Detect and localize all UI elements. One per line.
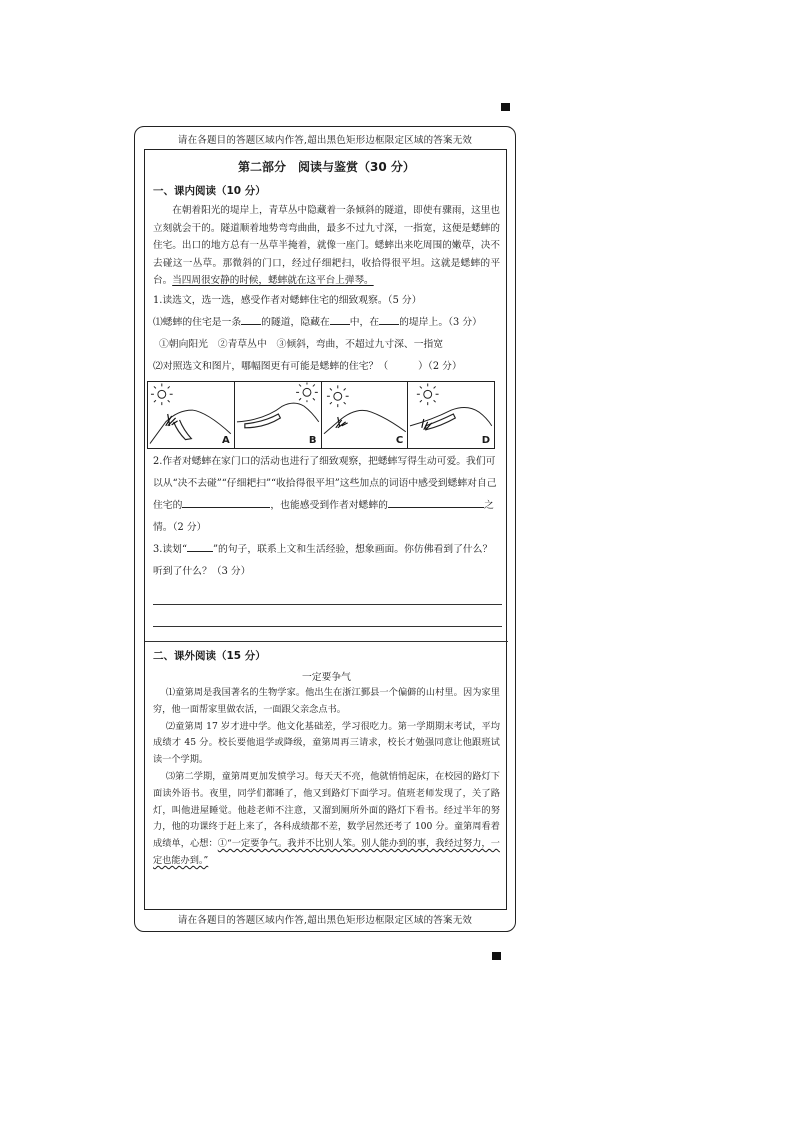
passage-text-b: 这一丛草。那微斜的门口，经过	[172, 257, 312, 269]
picture-strip	[147, 381, 495, 449]
dotted-word-3: 收拾得很平坦	[361, 257, 421, 269]
burrow-drawing-a	[148, 382, 234, 448]
section1-title: 一、课内阅读（10 分）	[153, 185, 266, 197]
question-1: 1.读选文，选一选，感受作者对蟋蟀住宅的细致观察。（5 分）	[153, 294, 422, 306]
picture-b[interactable]	[235, 382, 322, 448]
q1-2-text-b: ）（2 分）	[418, 360, 462, 372]
picture-d[interactable]	[408, 382, 494, 448]
blank-2[interactable]	[330, 313, 350, 325]
section2-title: 二、课外阅读（15 分）	[153, 649, 266, 662]
answer-line-1[interactable]	[153, 583, 502, 605]
q1-1-text-a: ⑴蟋蟀的住宅是一条	[153, 316, 242, 328]
passage-paragraph	[153, 202, 500, 290]
blank-4[interactable]	[182, 496, 270, 508]
passage-text-a: 在朝着阳光的堤岸上，青草丛中隐藏着一条倾斜的隧道，即使有骤雨，这里也立刻就会干的。隧道顺着地势弯弯曲曲，最多不过九寸深，一指宽，这便是蟋蟀的住宅。出口的地方总有一丛草半掩着，就像一座门。蟋蟀出来吃周围的嫩草，	[153, 205, 500, 252]
q2-text-a: 2.作者对蟋蟀在家门口的活动也进行了细致观察，把蟋蟀写得生动可爱。我们可以从“决不去碰”“仔细耙扫”“收拾得很平坦”这些加点的词语中感受到蟋蟀对自己住宅的	[153, 455, 497, 511]
section-divider	[145, 641, 508, 642]
story	[153, 685, 500, 870]
wavy-underlined-sentence: ①“一定要争气。我并不比别人笨。别人能办到的事，我经过努力，一定也能办到。”	[153, 838, 500, 866]
passage-text-c: ，	[351, 257, 362, 269]
q1-1-text-b: 的隧道，隐藏在	[261, 316, 330, 328]
blank-1[interactable]	[241, 313, 261, 325]
dotted-word-2: 仔细耙扫	[311, 257, 352, 269]
q2-text-b: ，也能感受到作者对蟋蟀的	[270, 499, 388, 511]
answer-line-2[interactable]	[153, 605, 502, 627]
story-paragraph-1: ⑴童第周是我国著名的生物学家。他出生在浙江鄞县一个偏僻的山村里。因为家里穷，他一面帮家里做农活，一面跟父亲念点书。	[153, 686, 500, 715]
dotted-word-1: 决不去碰	[153, 240, 500, 269]
story-paragraph-3	[153, 769, 500, 870]
question-1-2	[153, 356, 500, 378]
q1-1-text-c: 中，在	[349, 316, 380, 328]
blank-3[interactable]	[379, 313, 399, 325]
answer-sheet	[134, 126, 516, 932]
q1-2-text-a: ⑵对照选文和图片，哪幅图更有可能是蟋蟀的住宅？（	[153, 360, 389, 372]
picture-label-a: A	[222, 434, 230, 446]
picture-label-c: C	[395, 434, 404, 446]
blank-6	[187, 540, 213, 552]
burrow-drawing-b	[235, 382, 321, 448]
passage-text-d: 。这就是蟋蟀的平台。	[153, 257, 501, 287]
registration-mark-top	[501, 103, 510, 111]
picture-a[interactable]	[148, 382, 235, 448]
q3-text-a: 3.读划“	[153, 543, 187, 555]
picture-label-b: B	[308, 434, 317, 446]
header-notice: 请在各题目的答题区域内作答,超出黑色矩形边框限定区域的答案无效	[177, 135, 473, 146]
story-paragraph-3-text: ⑶第二学期，童第周更加发愤学习。每天天不亮，他就悄悄起床，在校园的路灯下面读外语书。夜里，同学们都睡了，他又到路灯下面学习。值班老师发现了，关了路灯，叫他进屋睡觉。他趁老师不注意，又溜到厕所外面的路灯下看书。经过半年的努力，他的功课终于赶上来了，各科成绩都不差，数学居然还考了 100 分。童第周看着成绩单，心想：	[153, 770, 500, 850]
footer-notice: 请在各题目的答题区域内作答,超出黑色矩形边框限定区域的答案无效	[177, 915, 473, 926]
picture-c[interactable]	[322, 382, 409, 448]
question-2	[153, 451, 500, 539]
blank-5[interactable]	[388, 496, 484, 508]
question-3	[153, 539, 500, 583]
question-1-1	[153, 312, 500, 334]
answer-frame	[144, 149, 507, 910]
registration-mark-bottom	[492, 952, 501, 960]
underlined-sentence: 当四周很安静的时候，蟋蟀就在这平台上弹琴。	[172, 275, 374, 287]
q3-text-b: ”的句子，联系上文和生活经验，想象画面。你仿佛看到了什么？听到了什么？（3 分）	[153, 543, 493, 577]
burrow-drawing-c	[322, 382, 408, 448]
passage	[153, 202, 500, 290]
q2-text-c: 之情。（2 分）	[153, 499, 494, 533]
part-title: 第二部分 阅读与鉴赏（30 分）	[238, 160, 415, 174]
options: ①朝向阳光 ②青草丛中 ③倾斜，弯曲，不超过九寸深、一指宽	[159, 338, 444, 350]
q1-1-text-d: 的堤岸上。（3 分）	[399, 316, 482, 328]
story-title: 一定要争气	[302, 671, 351, 683]
picture-label-d: D	[481, 434, 490, 446]
story-paragraph-2: ⑵童第周 17 岁才进中学。他文化基础差，学习很吃力。第一学期期末考试，平均成绩才 45 分。校长要他退学或降级，童第周再三请求，校长才勉强同意让他跟班试读一个学期。	[153, 720, 500, 766]
